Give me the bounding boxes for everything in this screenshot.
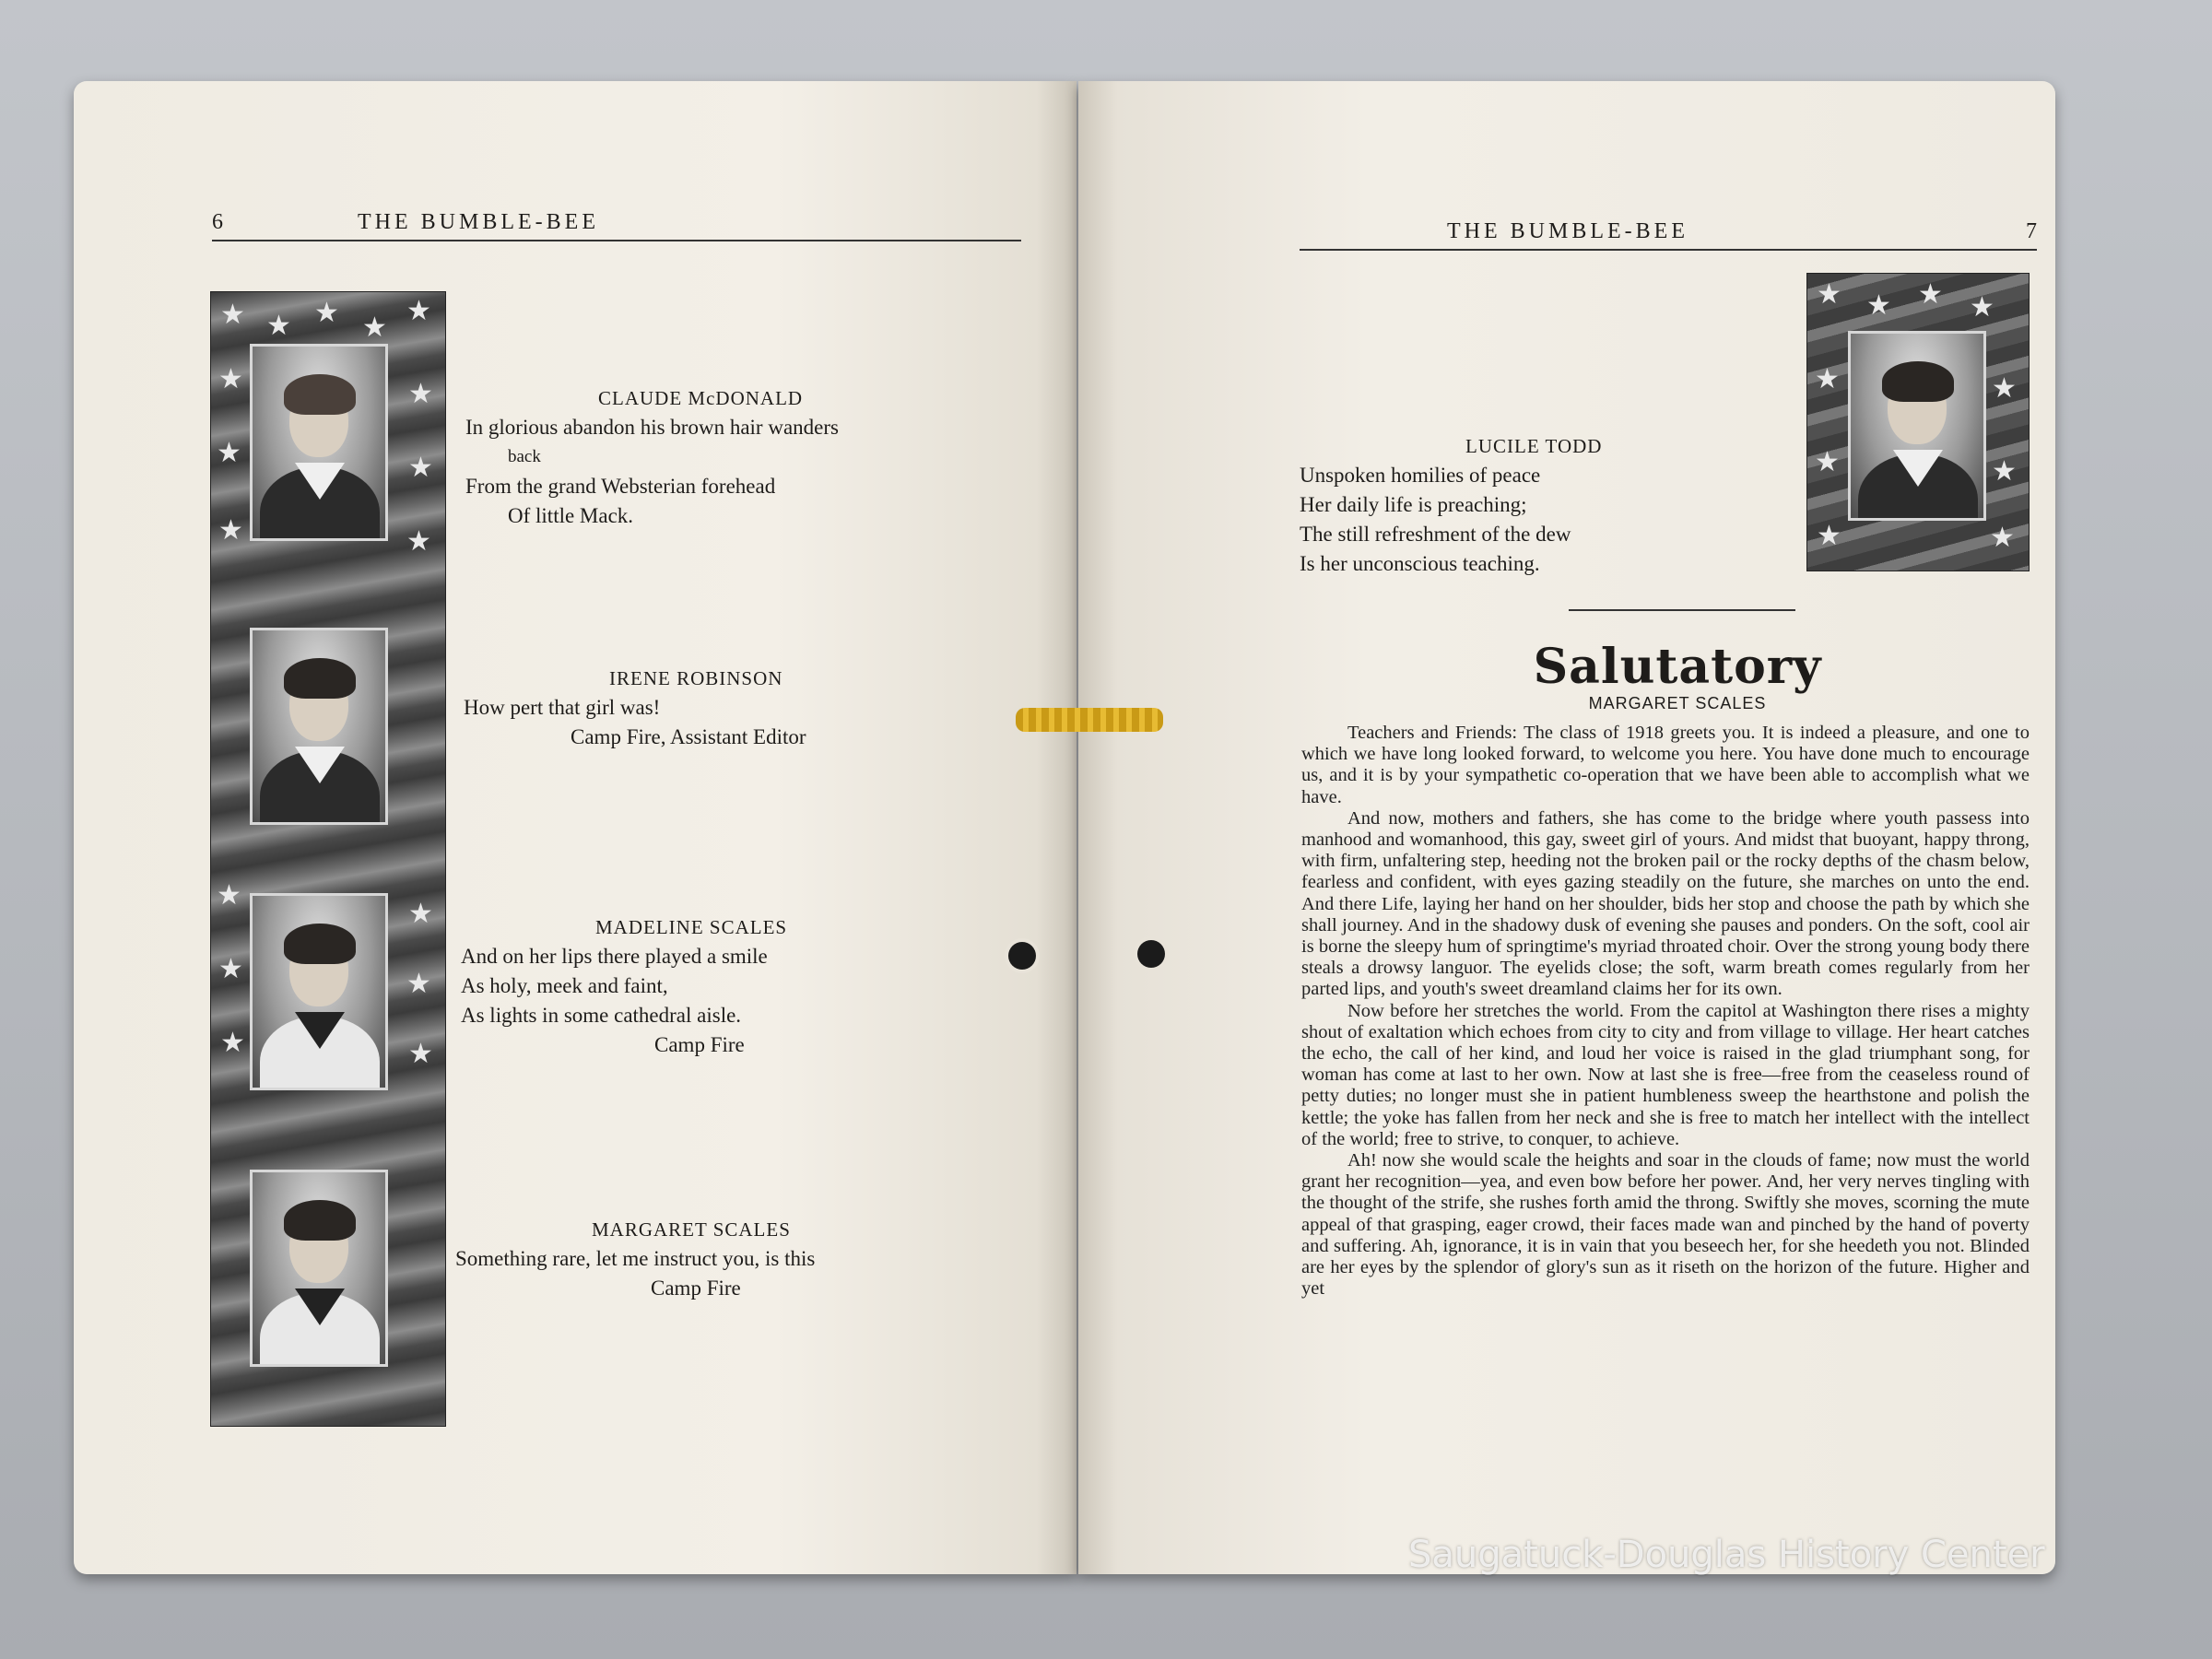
portrait-lucile-todd xyxy=(1848,331,1986,521)
photo-frame-lucile-todd xyxy=(1806,273,2030,571)
star-icon: ★ xyxy=(408,898,433,930)
entry-lucile-todd xyxy=(1300,431,1602,579)
left-page-header xyxy=(212,210,1021,241)
salutatory-paragraph: Ah! now she would scale the heights and soar in the clouds of fame; now must the world grant her recognition—yea, and even bow before her power. And, her very nerves tingling with the thought of the strife, she rushes forth amid the throng. Swiftly she moves, scorning the mute appeal of that grasping, eager crowd, their faces made wan and pinched by the hand of poverty and suffering. Ah, ignorance, it is in vain that you beseech her, for she heedeth you not. Blinded are her eyes by the splendor of glory's sun as it riseth on the horizon of the future. Higher and yet xyxy=(1301,1150,2030,1300)
entry-line: back xyxy=(508,447,541,466)
page-number: 7 xyxy=(2026,219,2037,243)
entry-line: Her daily life is preaching; xyxy=(1300,493,1527,516)
entry-madeline-scales xyxy=(461,912,787,1060)
entry-line: Something rare, let me instruct you, is this xyxy=(455,1247,816,1270)
star-icon: ★ xyxy=(218,953,243,985)
section-divider xyxy=(1569,609,1795,611)
star-icon: ★ xyxy=(220,299,245,331)
entry-line: As lights in some cathedral aisle. xyxy=(461,1004,742,1027)
entry-line: Is her unconscious teaching. xyxy=(1300,552,1540,575)
entry-line: How pert that girl was! xyxy=(464,696,661,719)
star-icon: ★ xyxy=(1817,278,1841,311)
entry-irene-robinson xyxy=(464,664,806,752)
entry-line: Camp Fire, Assistant Editor xyxy=(571,725,806,748)
right-page xyxy=(1078,81,2055,1574)
entry-margaret-scales xyxy=(455,1215,815,1303)
salutatory-paragraph: Teachers and Friends: The class of 1918 greets you. It is indeed a pleasure, and one to which we have long looked forward, to welcome you here. You have done much to encourage us, and it is by your sympathetic co-operation that we have been able to accomplish what we have. xyxy=(1301,723,2030,807)
star-icon: ★ xyxy=(1866,289,1891,322)
star-icon: ★ xyxy=(218,363,243,395)
entry-line: Of little Mack. xyxy=(508,504,634,527)
portrait-irene-robinson xyxy=(250,628,388,825)
binding-hole xyxy=(1008,942,1036,970)
entry-line: As holy, meek and faint, xyxy=(461,974,668,997)
star-icon: ★ xyxy=(406,295,431,327)
star-icon: ★ xyxy=(408,378,433,410)
star-icon: ★ xyxy=(266,310,291,342)
entry-name: LUCILE TODD xyxy=(1465,435,1603,457)
entry-line: In glorious abandon his brown hair wanders xyxy=(465,416,839,439)
salutatory-author: MARGARET SCALES xyxy=(1588,694,1767,712)
star-icon: ★ xyxy=(1992,372,2017,405)
page-number: 6 xyxy=(212,210,223,234)
entry-name: MARGARET SCALES xyxy=(592,1218,791,1241)
entry-line: The still refreshment of the dew xyxy=(1300,523,1571,546)
star-icon: ★ xyxy=(406,525,431,558)
entry-line: Camp Fire xyxy=(654,1033,745,1056)
binding-cord xyxy=(1016,708,1163,732)
entry-line: From the grand Websterian forehead xyxy=(465,475,776,498)
entry-claude-mcdonald xyxy=(465,383,839,531)
portrait-margaret-scales xyxy=(250,1170,388,1367)
salutatory-paragraph: Now before her stretches the world. From the capitol at Washington there rises a mighty shout of exaltation which echoes from city to city and from village to village. Her heart catches the echo, the call of her kind, and loud her voice is raised in the glad triumphant song, for woman has come at last to her own. Now at last she is free—free from the ceaseless round of petty duties; no longer must she in patient humbleness sweep the hearthstone and polish the kettle; the yoke has fallen from her neck and she is free to match her intellect with the intellect of the world; free to strive, to conquer, to achieve. xyxy=(1301,1000,2030,1149)
salutatory-title: Salutatory xyxy=(1533,639,1822,695)
star-icon: ★ xyxy=(314,297,339,329)
salutatory-body xyxy=(1301,723,2030,1300)
star-icon: ★ xyxy=(1817,520,1841,552)
entry-line: And on her lips there played a smile xyxy=(461,945,768,968)
left-page xyxy=(74,81,1077,1574)
entry-name: MADELINE SCALES xyxy=(595,916,788,938)
star-icon: ★ xyxy=(217,879,241,912)
star-icon: ★ xyxy=(362,312,387,344)
entry-name: IRENE ROBINSON xyxy=(609,667,783,689)
open-booklet xyxy=(74,81,2055,1574)
page-header-title: THE BUMBLE-BEE xyxy=(358,210,599,234)
entry-name: CLAUDE McDONALD xyxy=(598,387,804,409)
star-icon: ★ xyxy=(1918,278,1943,311)
star-icon: ★ xyxy=(1992,455,2017,488)
photo-strip xyxy=(210,291,446,1427)
star-icon: ★ xyxy=(1990,522,2015,554)
binding-hole xyxy=(1137,940,1165,968)
star-icon: ★ xyxy=(218,514,243,547)
star-icon: ★ xyxy=(217,437,241,469)
star-icon: ★ xyxy=(1970,291,1994,324)
portrait-claude-mcdonald xyxy=(250,344,388,541)
entry-line: Camp Fire xyxy=(651,1277,741,1300)
star-icon: ★ xyxy=(408,452,433,484)
entry-line: Unspoken homilies of peace xyxy=(1300,464,1541,487)
salutatory-paragraph: And now, mothers and fathers, she has come to the bridge where youth passess into manhood and womanhood, this gay, sweet girl of yours. And midst that buoyant, happy throng, with firm, unfaltering step, heeding not the broken pail or the rocky depths of the chasm below, fearless and confident, with eyes gazing steadily on the future, she marches on unto the end. And there Life, laying her hand on her shoulder, bids her stop and choose the path by which she shall journey. And in the shadowy dusk of evening she pauses and ponders. On the soft, cool air is borne the sleepy hum of springtime's myriad throated choir. Over the strong young body there steals a drowsy languor. The eyelids close; the soft, warm breath comes regularly from her parted lips, and youth's sweet dreamland claims her for its own. xyxy=(1301,807,2030,1000)
star-icon: ★ xyxy=(1815,446,1840,478)
page-header-title: THE BUMBLE-BEE xyxy=(1447,219,1688,243)
star-icon: ★ xyxy=(406,968,431,1000)
portrait-madeline-scales xyxy=(250,893,388,1090)
right-page-header xyxy=(1300,219,2037,251)
star-icon: ★ xyxy=(220,1027,245,1059)
star-icon: ★ xyxy=(408,1038,433,1070)
watermark: Saugatuck-Douglas History Center xyxy=(1408,1534,2045,1576)
star-icon: ★ xyxy=(1815,363,1840,395)
